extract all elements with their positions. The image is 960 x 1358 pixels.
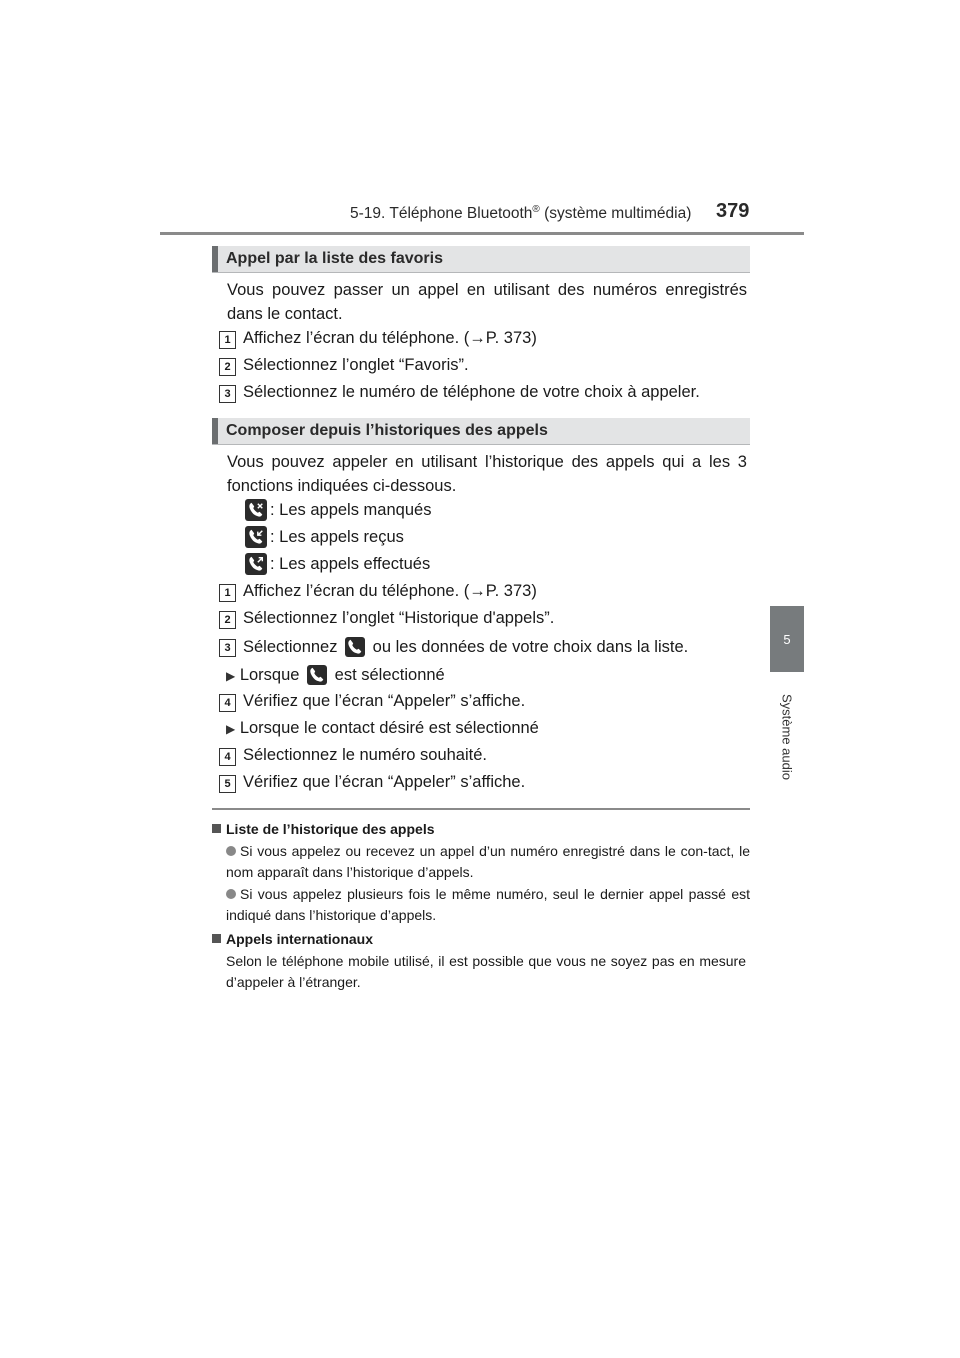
favoris-intro: Vous pouvez passer un appel en utilisant des numéros enregistrés dans le contact. (227, 281, 747, 323)
step-number: 2 (219, 611, 236, 629)
phone-icon (307, 665, 327, 685)
case-text-post: est sélectionné (334, 666, 445, 684)
triangle-bullet-icon: ▶ (226, 722, 236, 736)
step-text-post: ou les données de votre choix dans la liste. (372, 638, 689, 656)
page-number: 379 (716, 200, 750, 222)
notes-divider (212, 808, 750, 810)
note-body: Selon le téléphone mobile utilisé, il est possible que vous ne soyez pas en mesure d’appeler à l’étranger. (226, 953, 746, 990)
triangle-bullet-icon: ▶ (226, 669, 236, 683)
case-text-pre: Lorsque (239, 666, 300, 684)
section-heading-favoris (212, 246, 750, 273)
step-number: 2 (219, 358, 236, 376)
step-number: 1 (219, 584, 236, 602)
step-number: 1 (219, 331, 236, 349)
note-heading-historique (212, 821, 435, 837)
step-number: 4 (219, 694, 236, 712)
step-text-pre: Sélectionnez (243, 638, 338, 656)
step-number: 3 (219, 385, 236, 403)
section-heading-text: Appel par la liste des favoris (226, 250, 443, 267)
step-text: Affichez l’écran du téléphone. (→P. 373) (243, 329, 537, 347)
square-bullet-icon (212, 934, 221, 943)
incoming-call-label: : Les appels reçus (270, 528, 404, 546)
chapter-tab (770, 606, 804, 672)
step-text: Sélectionnez le numéro de téléphone de votre choix à appeler. (243, 383, 700, 401)
section-title-suffix: (système multimédia) (539, 205, 692, 223)
section-heading-historique (212, 418, 750, 445)
step-text (243, 637, 688, 657)
missed-call-label: : Les appels manqués (270, 501, 432, 519)
outgoing-call-label: : Les appels effectués (270, 555, 431, 573)
note-bullet-text: Si vous appelez ou recevez un appel d’un numéro enregistré dans le con-tact, le nom apparaît dans l’historique d’appels. (226, 843, 750, 880)
missed-call-icon (245, 499, 267, 524)
section-title (350, 204, 691, 223)
outgoing-call-icon (245, 553, 267, 578)
circle-bullet-icon (226, 889, 236, 899)
note-heading-text: Appels internationaux (226, 931, 374, 947)
incoming-call-icon (245, 526, 267, 551)
step-number: 4 (219, 748, 236, 766)
step-text: Vérifiez que l’écran “Appeler” s’affiche. (243, 692, 526, 710)
registered-mark: ® (532, 204, 540, 215)
case-text: Lorsque le contact désiré est sélectionné (239, 719, 539, 737)
step-text: Sélectionnez l’onglet “Favoris”. (243, 356, 469, 374)
chapter-number: 5 (783, 631, 791, 647)
note-heading-text: Liste de l’historique des appels (226, 821, 435, 837)
step-text: Sélectionnez l’onglet “Historique d'appels”. (243, 609, 555, 627)
step-number: 3 (219, 639, 236, 657)
note-heading-international (212, 931, 373, 947)
square-bullet-icon (212, 824, 221, 833)
circle-bullet-icon (226, 846, 236, 856)
case-when-contact-selected (226, 719, 539, 738)
note-bullet (226, 841, 750, 883)
phone-icon (345, 637, 365, 657)
historique-intro: Vous pouvez appeler en utilisant l’historique des appels qui a les 3 fonctions indiquées ci-dessous. (227, 453, 747, 495)
chapter-name: Système audio (779, 694, 795, 780)
case-when-phone-selected (226, 665, 445, 685)
step-text: Sélectionnez le numéro souhaité. (243, 746, 487, 764)
note-bullet (226, 884, 750, 926)
section-heading-text: Composer depuis l’historiques des appels (226, 422, 548, 439)
chapter-name-tab (772, 687, 802, 787)
note-bullet-text: Si vous appelez plusieurs fois le même numéro, seul le dernier appel passé est indiqué dans l’historique d’appels. (226, 886, 750, 923)
step-number: 5 (219, 775, 236, 793)
section-title-text: 5-19. Téléphone Bluetooth (350, 205, 533, 223)
step-text: Vérifiez que l’écran “Appeler” s’affiche. (243, 773, 526, 791)
header-divider (160, 232, 804, 235)
step-text: Affichez l’écran du téléphone. (→P. 373) (243, 582, 537, 600)
